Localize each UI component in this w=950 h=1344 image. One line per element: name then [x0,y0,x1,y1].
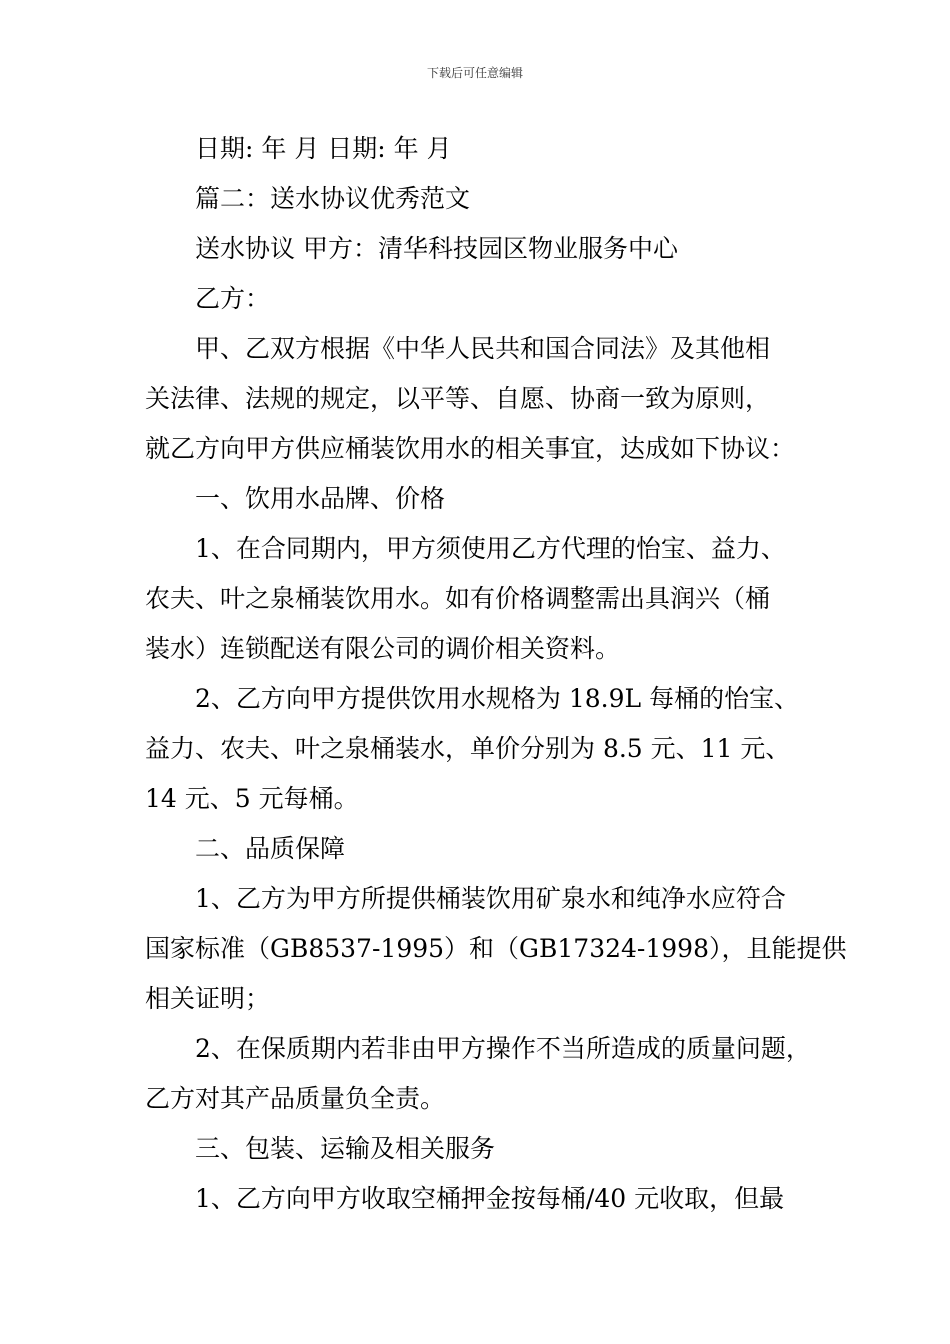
clause-heading: 一、饮用水品牌、价格 [195,484,446,513]
section-title: 篇二：送水协议优秀范文 [195,184,471,213]
clause-heading: 三、包装、运输及相关服务 [195,1134,496,1163]
paragraph-line: 益力、农夫、叶之泉桶装水，单价分别为 8.5 元、11 元、 [145,734,791,763]
agreement-party-b: 乙方： [195,284,271,313]
paragraph-line: 装水）连锁配送有限公司的调价相关资料。 [145,634,621,663]
paragraph-line: 乙方对其产品质量负全责。 [145,1084,446,1113]
paragraph-line: 国家标准（GB8537-1995）和（GB17324-1998），且能提供 [145,934,847,963]
paragraph-line: 关法律、法规的规定，以平等、自愿、协商一致为原则， [145,384,771,413]
paragraph-line: 2、在保质期内若非由甲方操作不当所造成的质量问题， [195,1034,811,1063]
paragraph-line: 1、乙方为甲方所提供桶装饮用矿泉水和纯净水应符合 [195,884,786,913]
paragraph-line: 就乙方向甲方供应桶装饮用水的相关事宜，达成如下协议： [145,434,796,463]
paragraph-line: 2、乙方向甲方提供饮用水规格为 18.9L 每桶的怡宝、 [195,684,800,713]
paragraph-line: 农夫、叶之泉桶装饮用水。如有价格调整需出具润兴（桶 [145,584,771,613]
agreement-party-a: 送水协议 甲方：清华科技园区物业服务中心 [195,234,678,263]
clause-heading: 二、品质保障 [195,834,346,863]
paragraph-line: 14 元、5 元每桶。 [145,784,359,813]
paragraph-line: 甲、乙双方根据《中华人民共和国合同法》及其他相 [195,334,771,363]
paragraph-line: 1、在合同期内，甲方须使用乙方代理的怡宝、益力、 [195,534,786,563]
paragraph-line: 1、乙方向甲方收取空桶押金按每桶/40 元收取，但最 [195,1184,785,1213]
date-line: 日期: 年 月 日期: 年 月 [195,134,452,163]
header-note: 下载后可任意编辑 [426,66,523,80]
paragraph-line: 相关证明； [145,984,271,1013]
